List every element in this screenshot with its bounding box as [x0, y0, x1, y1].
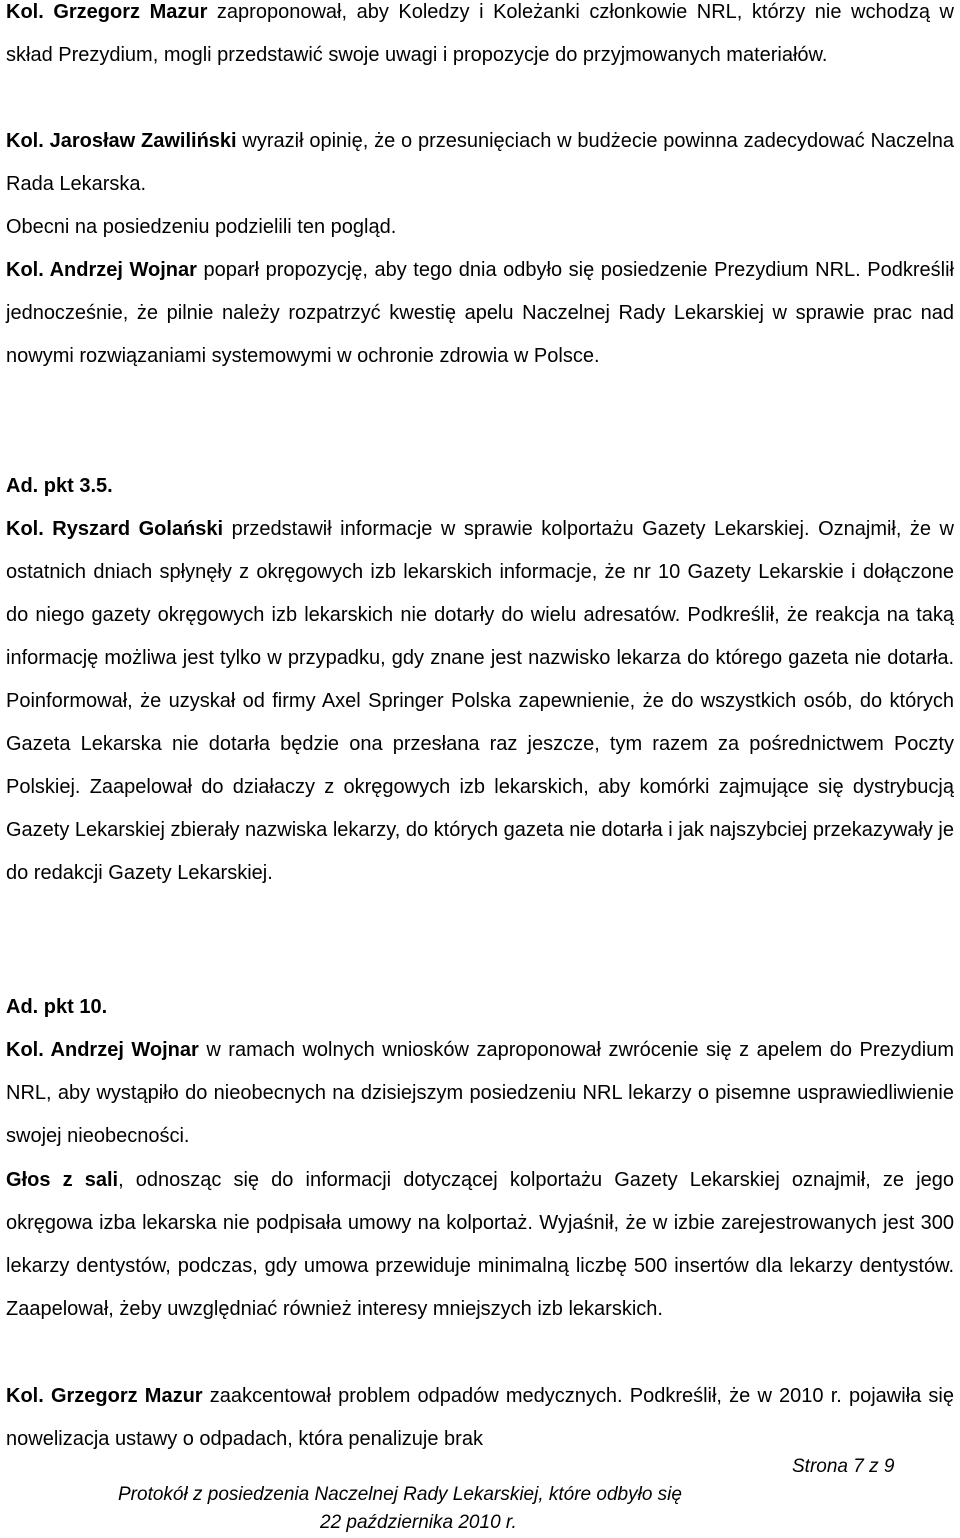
paragraph-shared-view — [6, 206, 954, 249]
speaker-name: Głos z sali — [6, 1169, 119, 1191]
paragraph-text: w ramach wolnych wniosków zaproponował zwrócenie się z apelem do Prezydium NRL, aby wystąpiło do nieobecnych na dzisiejszym posiedzeniu NRL lekarzy o pisemne usprawiedliwienie swojej nieobecności. — [6, 1039, 954, 1147]
footer-protocol-title: Protokół z posiedzenia Naczelnej Rady Lekarskiej, które odbyło się — [118, 1484, 682, 1505]
footer-date: 22 października 2010 r. — [320, 1512, 517, 1533]
speaker-name: Kol. Ryszard Golański — [6, 518, 224, 540]
agenda-item-heading: Ad. pkt 3.5. — [6, 475, 113, 497]
paragraph-text: przedstawił informacje w sprawie kolportażu Gazety Lekarskiej. Oznajmił, że w ostatnich dniach spłynęły z okręgowych izb lekarskich informacje, że nr 10 Gazety Lekarskie i dołączone do niego gazety okręgowych izb lekarskich nie dotarły do wielu adresatów. Podkreślił, że reakcja na taką informację możliwa jest tylko w przypadku, gdy znane jest nazwisko lekarza do którego gazeta nie dotarła. Poinformował, że uzyskał od firmy Axel Springer Polska zapewnienie, że do wszystkich osób, do których Gazeta Lekarska nie dotarła będzie ona przesłana raz jeszcze, tym razem za pośrednictwem Poczty Polskiej. Zaapelował do działaczy z okręgowych izb lekarskich, aby komórki zajmujące się dystrybucją Gazety Lekarskiej zbierały nazwiska lekarzy, do których gazeta nie dotarła i jak najszybciej przekazywały je do redakcji Gazety Lekarskiej. — [6, 518, 955, 884]
paragraph-text: poparł propozycję, aby tego dnia odbyło się posiedzenie Prezydium NRL. Podkreślił jednocześnie, że pilnie należy rozpatrzyć kwestię apelu Naczelnej Rady Lekarskiej w sprawie prac nad nowymi rozwiązaniami systemowymi w ochronie zdrowia w Polsce. — [6, 259, 954, 367]
paragraph-mazur-waste — [6, 1375, 954, 1461]
speaker-name: Kol. Jarosław Zawiliński — [6, 130, 237, 152]
paragraph-mazur-proposal — [6, 0, 954, 77]
paragraph-golanski-report — [6, 508, 954, 895]
paragraph-text: Obecni na posiedzeniu podzielili ten pogląd. — [6, 216, 397, 238]
paragraph-voice-from-floor — [6, 1159, 954, 1331]
speaker-name: Kol. Grzegorz Mazur — [6, 1385, 203, 1407]
paragraph-text: , odnosząc się do informacji dotyczącej kolportażu Gazety Lekarskiej oznajmił, ze jego okręgowa izba lekarska nie podpisała umowy na kolportaż. Wyjaśnił, że w izbie zarejestrowanych jest 300 lekarzy dentystów, podczas, gdy umowa przewiduje minimalną liczbę 500 insertów dla lekarzy dentystów. Zaapelował, żeby uwzględniać również interesy mniejszych izb lekarskich. — [6, 1169, 954, 1320]
paragraph-zawilinski-opinion — [6, 120, 954, 206]
page-number: Strona 7 z 9 — [792, 1456, 895, 1477]
speaker-name: Kol. Andrzej Wojnar — [6, 1039, 199, 1061]
paragraph-text: zaproponował, aby Koledzy i Koleżanki członkowie NRL, którzy nie wchodzą w skład Prezydium, mogli przedstawić swoje uwagi i propozycje do przyjmowanych materiałów. — [6, 1, 954, 66]
speaker-name: Kol. Andrzej Wojnar — [6, 259, 197, 281]
paragraph-text: zaakcentował problem odpadów medycznych. Podkreślił, że w 2010 r. pojawiła się nowelizacja ustawy o odpadach, która penalizuje brak — [6, 1385, 954, 1450]
paragraph-wojnar-support — [6, 249, 954, 378]
paragraph-wojnar-motion — [6, 1029, 954, 1158]
agenda-item-heading: Ad. pkt 10. — [6, 996, 108, 1018]
speaker-name: Kol. Grzegorz Mazur — [6, 1, 208, 23]
paragraph-text: wyraził opinię, że o przesunięciach w budżecie powinna zadecydować Naczelna Rada Lekarska. — [6, 130, 954, 195]
